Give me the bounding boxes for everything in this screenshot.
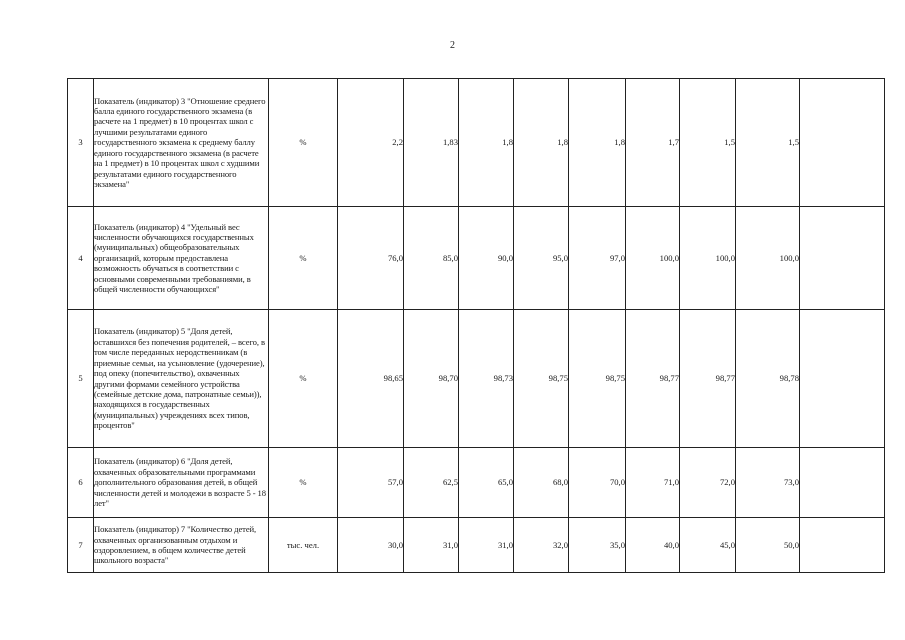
value-cell: 70,0: [569, 448, 626, 518]
value-cell: 62,5: [404, 448, 459, 518]
table-row: [68, 79, 885, 207]
page-number: 2: [450, 40, 455, 51]
value-cell: 98,73: [459, 310, 514, 448]
value-cell: 100,0: [736, 207, 800, 310]
value-cell: 90,0: [459, 207, 514, 310]
value-cell: 97,0: [569, 207, 626, 310]
value-cell: 1,83: [404, 79, 459, 207]
unit-cell: %: [269, 448, 338, 518]
value-cell: 98,77: [680, 310, 736, 448]
value-cell: 45,0: [680, 518, 736, 573]
unit-cell: %: [269, 79, 338, 207]
unit-cell: %: [269, 310, 338, 448]
row-number: 5: [68, 310, 94, 448]
row-number: 4: [68, 207, 94, 310]
value-cell: 85,0: [404, 207, 459, 310]
value-cell: 68,0: [514, 448, 569, 518]
unit-cell: тыс. чел.: [269, 518, 338, 573]
unit-cell: %: [269, 207, 338, 310]
empty-cell: [800, 207, 885, 310]
table-row: [68, 448, 885, 518]
value-cell: 1,7: [626, 79, 680, 207]
empty-cell: [800, 310, 885, 448]
empty-cell: [800, 448, 885, 518]
value-cell: 98,65: [338, 310, 404, 448]
value-cell: 100,0: [680, 207, 736, 310]
value-cell: 1,8: [569, 79, 626, 207]
value-cell: 1,5: [680, 79, 736, 207]
row-number: 7: [68, 518, 94, 573]
value-cell: 65,0: [459, 448, 514, 518]
value-cell: 98,77: [626, 310, 680, 448]
indicator-name: Показатель (индикатор) 7 "Количество детей, охваченных организованным отдыхом и оздоровлением, в общем количестве детей школьного возраста": [94, 518, 269, 573]
value-cell: 50,0: [736, 518, 800, 573]
row-number: 6: [68, 448, 94, 518]
value-cell: 1,5: [736, 79, 800, 207]
indicators-table: [67, 78, 885, 573]
value-cell: 95,0: [514, 207, 569, 310]
indicator-name: Показатель (индикатор) 4 "Удельный вес численности обучающихся государственных (муниципальных) общеобразовательных организаций, которым предоставлена возможность обучаться в соответствии с основными современными требованиями, в общей численности обучающихся": [94, 207, 269, 310]
value-cell: 1,8: [514, 79, 569, 207]
value-cell: 30,0: [338, 518, 404, 573]
empty-cell: [800, 79, 885, 207]
table-row: [68, 310, 885, 448]
table-body: [68, 79, 885, 573]
value-cell: 35,0: [569, 518, 626, 573]
value-cell: 1,8: [459, 79, 514, 207]
value-cell: 73,0: [736, 448, 800, 518]
row-number: 3: [68, 79, 94, 207]
indicator-name: Показатель (индикатор) 6 "Доля детей, охваченных образовательными программами дополнительного образования детей, в общей численности детей и молодежи в возрасте 5 - 18 лет": [94, 448, 269, 518]
value-cell: 76,0: [338, 207, 404, 310]
value-cell: 98,75: [514, 310, 569, 448]
value-cell: 98,70: [404, 310, 459, 448]
table-row: [68, 518, 885, 573]
empty-cell: [800, 518, 885, 573]
value-cell: 2,2: [338, 79, 404, 207]
value-cell: 31,0: [404, 518, 459, 573]
value-cell: 40,0: [626, 518, 680, 573]
value-cell: 98,75: [569, 310, 626, 448]
value-cell: 98,78: [736, 310, 800, 448]
value-cell: 100,0: [626, 207, 680, 310]
indicator-name: Показатель (индикатор) 5 "Доля детей, оставшихся без попечения родителей, – всего, в том числе переданных неродственникам (в приемные семьи, на усыновление (удочерение), под опеку (попечительство), охваченных другими формами семейного устройства (семейные детские дома, патронатные семьи)), находящихся в государственных (муниципальных) учреждениях всех типов, процентов": [94, 310, 269, 448]
value-cell: 32,0: [514, 518, 569, 573]
value-cell: 72,0: [680, 448, 736, 518]
table-row: [68, 207, 885, 310]
value-cell: 31,0: [459, 518, 514, 573]
indicator-name: Показатель (индикатор) 3 "Отношение среднего балла единого государственного экзамена (в расчете на 1 предмет) в 10 процентах школ с лучшими результатами единого государственного экзамена к среднему баллу единого государственного экзамена (в расчете на 1 предмет) в 10 процентах школ с худшими результатами единого государственного экзамена": [94, 79, 269, 207]
value-cell: 71,0: [626, 448, 680, 518]
value-cell: 57,0: [338, 448, 404, 518]
